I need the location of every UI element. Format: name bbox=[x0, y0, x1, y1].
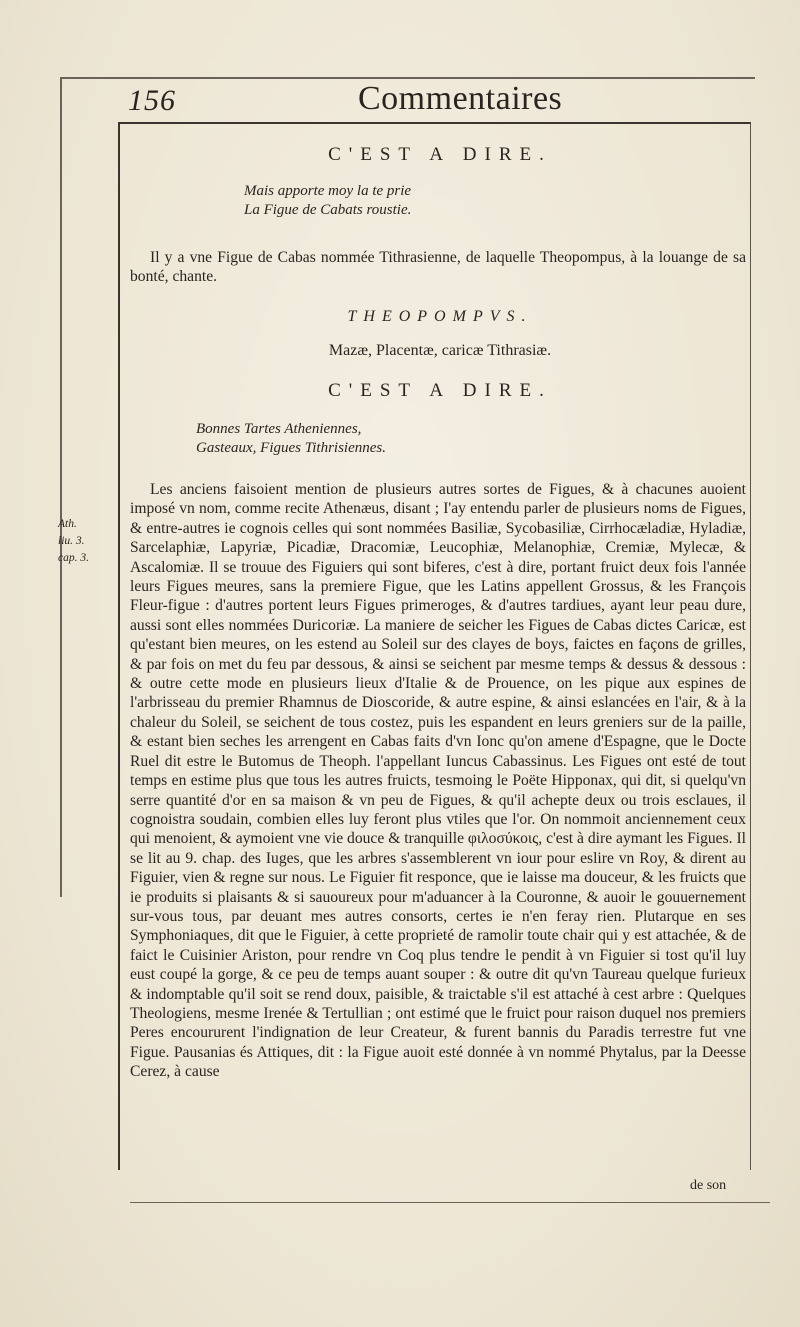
verse-block bbox=[196, 420, 386, 458]
margin-note bbox=[58, 516, 89, 567]
intro-paragraph bbox=[130, 248, 746, 287]
page-number: 156 bbox=[128, 84, 176, 117]
verse-line: Gasteaux, Figues Tithrisiennes. bbox=[196, 440, 386, 456]
verse-line: Mais apporte moy la te prie bbox=[244, 183, 412, 199]
margin-note-line: liu. 3. bbox=[58, 535, 85, 547]
running-title: Commentaires bbox=[358, 80, 563, 117]
section-heading: C'EST A DIRE. bbox=[328, 144, 552, 165]
paragraph-text: Les anciens faisoient mention de plusieurs autres sortes de Figues, & à chacunes auoient imposé vn nom, comme recite Athenæus, disant ; I'ay entendu parler de plusieurs noms de Figues, & entre-autres ie cognois celles qui sont nommées Basiliæ, Sycobasiliæ, Cirrhocæladiæ, Hyladiæ, Sarcelaphiæ, Lapyriæ, Picadiæ, Dracomiæ, Leucophiæ, Melanophiæ, Cremiæ, Mylecæ, & Ascalomiæ. Il se trouue des Figuiers qui sont biferes, c'est à dire, portant fruict deux fois l'année leurs Figues meures, sans la premiere Figue, que les Latins appellent Grossus, & les François Fleur-figue : d'autres portent leurs Figues primeroges, & d'autres tardiues, ayant leur peau dure, aussi sont elles nommées Duricoriæ. La maniere de seicher les Figues de Cabas dictes Caricæ, est qu'estant bien meures, on les estend au Soleil sur des clayes de boys, faictes en façons de grilles, & par fois on met du feu par dessous, & ainsi se seichent par mesme temps & dessus & dessous : & outre cette mode en plusieurs lieux d'Italie & de Prouence, on les pique aux espines de l'arbrisseau du premier Rhamnus de Dioscoride, & autre espine, & ainsi eslancées en l'air, & à la chaleur du Soleil, se seichent de tous costez, puis les espandent en leurs greniers sur de la paille, & estant bien seches les arrengent en Cabas faits d'vn Ionc qu'on amene d'Espagne, que le Docte Ruel dit estre le Butomus de Theoph. l'appellant Iuncus Cabassinus. Les Figues ont esté de tout temps en estime plus que tous les autres fruicts, tesmoing le Poëte Hipponax, qui dit, si quelqu'vn serre quantité d'or en sa maison & vn peu de Figues, & qu'il achepte deux ou trois esclaues, il cognoistra soudain, combien elles luy feront plus vtiles que l'or. On nommoit anciennement ceux qui menoient, & aymoient vne vie douce & tranquille φιλοσύκοις, c'est à dire aymant les Figues. Il se lit au 9. chap. des Iuges, que les arbres s'assemblerent vn iour pour eslire vn Roy, & dirent au Figuier, vien & regne sur nous. Le Figuier fit responce, que ie laisse ma douceur, & les fruicts que ie produits si plaisants & si sauoureux pour m'aduancer à la Couronne, & auoir le gouuernement sur-vous tous, par deuant mes autres consorts, certes ie n'en feray rien. Plutarque en ses Symphoniaques, dit que le Figuier, à cette proprieté de ramolir toute chair qui y est attachée, & de faict le Cuisinier Ariston, pour rendre vn Coq plus tendre le pendit à vn Figuier si tost qu'il luy eust coupé la gorge, & ce peu de temps auant souper : & outre dit qu'vn Taureau quelque furieux & indomptable qu'il soit se rend doux, paisible, & traictable s'il est attaché à cest arbre : Quelques Theologiens, mesme Irenée & Tertullian ; ont estimé que le fruict pour raison duquel nos premiers Peres encoururent l'indignation de leur Createur, & furent bannis du Paradis terrestre fut vne Figue. Pausanias és Attiques, dit : la Figue auoit esté donnée à vn nommé Phytalus, par la Deesse Cerez, à cause bbox=[130, 481, 746, 1081]
margin-note-line: cap. 3. bbox=[58, 552, 89, 564]
margin-note-line: Ath. bbox=[58, 518, 77, 530]
verse-line: La Figue de Cabats roustie. bbox=[244, 202, 412, 218]
left-rule bbox=[60, 77, 62, 897]
catchword: de son bbox=[690, 1178, 727, 1193]
author-heading: THEOPOMPVS. bbox=[347, 308, 533, 325]
top-rule bbox=[60, 77, 755, 79]
verse-line: Bonnes Tartes Atheniennes, bbox=[196, 421, 362, 437]
verse-block bbox=[244, 182, 411, 220]
bottom-rule bbox=[130, 1202, 770, 1203]
running-header bbox=[110, 80, 730, 124]
latin-verse: Mazæ, Placentæ, caricæ Tithrasiæ. bbox=[328, 342, 552, 359]
paragraph-text: Il y a vne Figue de Cabas nommée Tithrasienne, de laquelle Theopompus, à la louange de sa bonté, chante. bbox=[130, 249, 746, 286]
commentary-body bbox=[130, 480, 746, 1082]
section-heading: C'EST A DIRE. bbox=[328, 380, 552, 401]
